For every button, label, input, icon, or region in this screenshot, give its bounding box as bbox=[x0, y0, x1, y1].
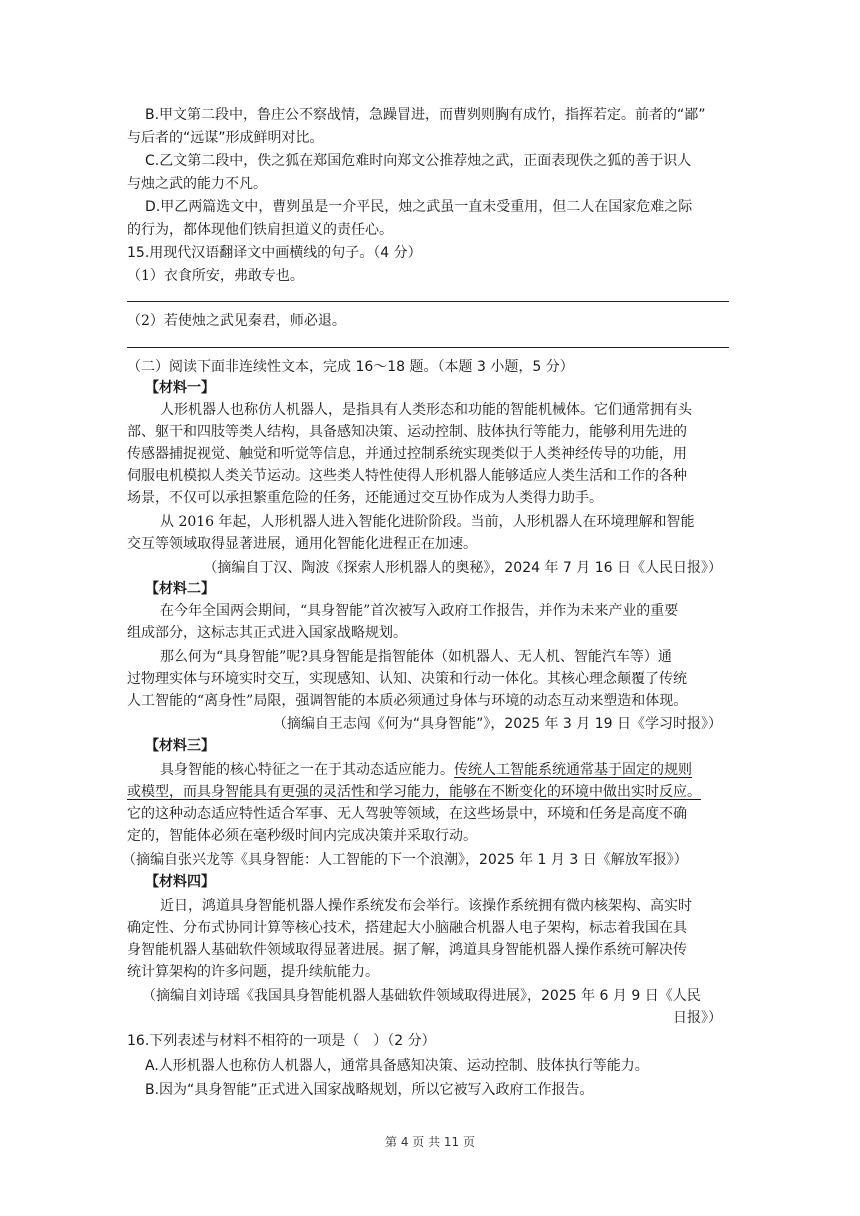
q14-option-b-cont: 与后者的“远谋”形成鲜明对比。 bbox=[127, 130, 324, 146]
q14-option-d: D.甲乙两篇选文中，曹刿虽是一介平民，烛之武虽一直未受重用，但二人在国家危难之际 bbox=[145, 199, 693, 215]
material-1-source: （摘编自丁汉、陶波《探索人形机器人的奥秘》，2024 年 7 月 16 日《人民日报》） bbox=[203, 560, 722, 576]
q15-stem: 15.用现代汉语翻译文中画横线的句子。（4 分） bbox=[127, 245, 422, 261]
q14-option-b: B.甲文第二段中，鲁庄公不察战情，急躁冒进，而曹刿则胸有成竹，指挥若定。前者的“鄙” bbox=[145, 107, 706, 123]
material-2-text: 那么何为“具身智能”呢?具身智能是指智能体（如机器人、无人机、智能汽车等）通 bbox=[160, 649, 672, 665]
material-1-text: 交互等领域取得显著进展，通用化智能化进程正在加速。 bbox=[127, 536, 477, 552]
answer-line-1 bbox=[127, 301, 729, 302]
material-4-text: 确定性、分布式协同计算等核心技术，搭建起大小脑融合机器人电子架构，标志着我国在具 bbox=[127, 920, 687, 936]
material-2-text: 组成部分，这标志其正式进入国家战略规划。 bbox=[127, 625, 407, 641]
section-heading: （二）阅读下面非连续性文本，完成 16～18 题。（本题 3 小题，5 分） bbox=[127, 359, 574, 375]
material-2-source: （摘编自王志闯《何为“具身智能”》，2025 年 3 月 19 日《学习时报》） bbox=[272, 716, 722, 732]
material-1-text: 伺服电机模拟人类关节运动。这些类人特性使得人形机器人能够适应人类生活和工作的各种 bbox=[127, 468, 687, 484]
material-2-text: 过物理实体与环境实时交互，实现感知、认知、决策和行动一体化。其核心理念颠覆了传统 bbox=[127, 671, 687, 687]
material-3-text: 定的，智能体必须在毫秒级时间内完成决策并采取行动。 bbox=[127, 828, 477, 844]
q16-option-b: B.因为“具身智能”正式进入国家战略规划，所以它被写入政府工作报告。 bbox=[145, 1082, 594, 1098]
q14-option-d-cont: 的行为，都体现他们铁肩担道义的责任心。 bbox=[127, 222, 393, 238]
underlined-sentence: 传统人工智能系统通常基于固定的规则 bbox=[454, 762, 692, 778]
material-1-text: 从 2016 年起，人形机器人进入智能化进阶阶段。当前，人形机器人在环境理解和智能 bbox=[160, 514, 695, 530]
material-4-source: （摘编自刘诗瑶《我国具身智能机器人基础软件领域取得进展》，2025 年 6 月 9 日《人民 bbox=[142, 988, 701, 1004]
material-2-title: 【材料二】 bbox=[145, 581, 215, 597]
material-3-source: （摘编自张兴龙等《具身智能：人工智能的下一个浪潮》，2025 年 1 月 3 日《解放军报》） bbox=[122, 852, 688, 868]
underlined-sentence: 或模型，而具身智能具有更强的灵活性和学习能力，能够在不断变化的环境中做出实时反应。 bbox=[127, 784, 701, 800]
material-4-source-cont: 日报》） bbox=[673, 1010, 722, 1026]
material-2-text: 人工智能的“离身性”局限，强调智能的本质必须通过身体与环境的动态互动来塑造和体现。 bbox=[127, 693, 688, 709]
material-2-text: 在今年全国两会期间，“具身智能”首次被写入政府工作报告，并作为未来产业的重要 bbox=[160, 603, 679, 619]
material-1-text: 部、躯干和四肢等类人结构，具备感知决策、运动控制、肢体执行等能力，能够利用先进的 bbox=[127, 424, 687, 440]
material-4-text: 统计算架构的许多问题，提升续航能力。 bbox=[127, 964, 379, 980]
q14-option-c: C.乙文第二段中，佚之狐在郑国危难时向郑文公推荐烛之武，正面表现佚之狐的善于识人 bbox=[145, 153, 692, 169]
material-1-text: 场景，不仅可以承担繁重危险的任务，还能通过交互协作成为人类得力助手。 bbox=[127, 490, 603, 506]
answer-line-2 bbox=[127, 347, 729, 348]
material-4-text: 近日，鸿道具身智能机器人操作系统发布会举行。该操作系统拥有微内核架构、高实时 bbox=[160, 898, 692, 914]
q15-item-1: （1）衣食所安，弗敢专也。 bbox=[127, 268, 304, 284]
page-footer: 第 4 页 共 11 页 bbox=[385, 1135, 475, 1149]
plain-sentence: 具身智能的核心特征之一在于其动态适应能力。 bbox=[160, 762, 454, 778]
material-3-text bbox=[160, 760, 692, 780]
material-4-text: 身智能机器人基础软件领域取得显著进展。据了解，鸿道具身智能机器人操作系统可解决传 bbox=[127, 942, 687, 958]
q16-option-a: A.人形机器人也称仿人机器人，通常具备感知决策、运动控制、肢体执行等能力。 bbox=[145, 1058, 649, 1074]
material-4-title: 【材料四】 bbox=[145, 874, 215, 890]
material-3-title: 【材料三】 bbox=[145, 738, 215, 754]
material-1-title: 【材料一】 bbox=[145, 380, 215, 396]
q16-stem: 16.下列表述与材料不相符的一项是（ ）（2 分） bbox=[127, 1033, 436, 1049]
q14-option-c-cont: 与烛之武的能力不凡。 bbox=[127, 176, 267, 192]
q15-item-2: （2）若使烛之武见秦君，师必退。 bbox=[127, 313, 346, 329]
material-3-text: 它的这种动态适应特性适合军事、无人驾驶等领域，在这些场景中，环境和任务是高度不确 bbox=[127, 806, 687, 822]
material-1-text: 传感器捕捉视觉、触觉和听觉等信息，并通过控制系统实现类似于人类神经传导的功能，用 bbox=[127, 446, 687, 462]
material-1-text: 人形机器人也称仿人机器人，是指具有人类形态和功能的智能机械体。它们通常拥有头 bbox=[160, 402, 692, 418]
